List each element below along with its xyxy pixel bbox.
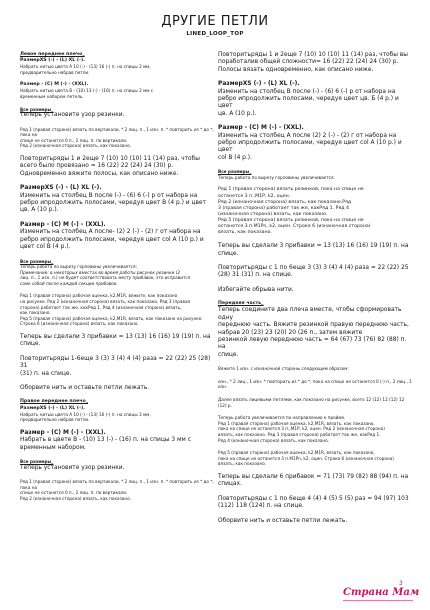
text-line: поработалив общей сложности= 16 (22) 22 (24) 24 (30) р. (218, 59, 399, 66)
text-line: Теперь установите узор резинки. (20, 112, 125, 119)
text-line: спице. (20, 341, 41, 348)
page-number: 3 (399, 580, 403, 587)
text-line: Повторитьряды 1 и 2еще 7 (10) 10 (10) 11 (14) раз, чтобы (20, 156, 200, 163)
text-line: Теперь работа по вырезу горловины увеличивается. (218, 174, 335, 180)
sub-heading: Все размеры_ (20, 258, 54, 264)
size-line: РазмерXS (-) - (L) XL (-). (218, 81, 300, 88)
text-line: останется 3 п.,M1P, k2, оцен. (218, 193, 291, 199)
text-line: переднюю часть. Вяжите резинкой правую переднюю часть, (218, 322, 409, 329)
text-line: временным набором петель. (20, 94, 84, 100)
text-line: набрав 20 (23) 23 (20) 20 (26 п., затем вяжите (218, 329, 363, 336)
text-line: как показано. (20, 310, 51, 316)
text-line: Строка 6 (изнаночная сторона) вязать, как показано. (20, 321, 139, 327)
sub-heading: Все размеры_ (20, 106, 54, 112)
section-heading: Передняя часть_ (218, 301, 264, 307)
text-line: ребро ипродолжить полосами, чередуя цвет col А (10 р.) и цвет (218, 140, 402, 154)
text-line: Избегайте обрыва нити. (218, 286, 294, 293)
size-line: РазмерXS (-) - (L) XL (-). (20, 58, 85, 64)
text-line: 3 (правая сторона) работает так же, какРяд 1. Ряд 4 (218, 205, 349, 211)
text-line: Теперь соедините два плеча вместе, чтобы сформировать одну (218, 307, 402, 321)
text-line: предварительно набрав петли. (20, 417, 90, 423)
text-line: Теперь установите узор резинки. (20, 464, 125, 471)
text-line: Ряд 5 (правая сторона) рабочая оценка, k2,M1R, вязать, как показано на рисунке. (20, 315, 203, 321)
text-line: спице не останется 0 п., 2 лиц. п. по вертикали. (20, 490, 128, 496)
text-line: (изнаночная сторона) вязать, как показано. (218, 211, 328, 217)
text-line: col В (4 р.). (218, 154, 252, 161)
size-line: Размер - (С) М (-) - (XXL). (20, 429, 106, 436)
text-line: пока на спице не останется 3 п.M1Pn, k2, оцен. Строка 6 (изнаночная сторона) (218, 455, 394, 461)
text-line: ребро ипродолжить полосами, чередуя цвет цв. Б (4 р.) и цвет (218, 96, 399, 110)
text-line: (31) п. на спице. (20, 370, 72, 377)
size-line: РазмерXS (-) - (L) XL (-). (20, 405, 85, 411)
text-line: спице. (218, 351, 239, 358)
text-line: Ряд 2 (изнаночная сторона) вязать, как показано. (20, 495, 131, 501)
text-line: Ряд 5 (правая сторона) рабочая оценка, k2,M1R, вязать, как показано, (218, 450, 375, 456)
text-line: Набрать в цвете В - (10) 13 (-) - (16) п. на спицы 3 мм с (20, 437, 191, 444)
text-line: сторона) работает так же, какРяд 1. Ряд 4 (изнаночная сторона) вязать, (20, 304, 182, 310)
text-line: Полосы вязать одновременно, как описано ниже. (218, 66, 374, 73)
text-line: Изменить на столбец А после (2) 2 (-) - (2) г от набора на (218, 132, 397, 139)
text-line: Оборвите нить и оставьте петли лежать. (218, 517, 348, 524)
text-line: временным набором. (20, 444, 86, 451)
text-line: всего было провязано = 16 (22) 22 (24) 24 (30) р. (20, 163, 174, 170)
text-line: цв. А (10 р.). (20, 207, 59, 214)
text-line: резинкой левую переднюю часть = 64 (67) 73 (76) 82 (88) п. на (218, 336, 407, 351)
text-line: Теперь работа увеличивается по направлению к пройме. (218, 415, 346, 421)
watermark-underline (343, 600, 413, 601)
text-line: Повторитьряды с 1 по 6еще 3 (3) 3 (4) 4 (4) раза = 22 (22) 25 (218, 265, 409, 272)
section-heading: Левое переднее плечо_ (20, 52, 85, 57)
size-line: Размер - (С) М (-) - (XXL). (20, 221, 106, 228)
size-line: Размер - (С) М (-) - (XXL). (218, 125, 304, 132)
text-line: Ряд 1 (правая сторона) вязать по вертикали, * 2 лиц. п., 1 изн. п. * повторить из * до *, пока на (20, 479, 214, 490)
text-line: останется 3 п.M1Pn, k2, оцен. Строка 6 (изнаночная сторона) (218, 224, 371, 230)
text-line: спице. (218, 250, 239, 257)
text-line: Ряд 1 (правая сторона) рабочая оценка, k2,M1R, вяжите, как показано (20, 293, 178, 299)
text-line: предварительно набрав петли. (20, 69, 90, 75)
text-line: Теперь работа по вырезу горловины увеличивается: (20, 264, 137, 270)
sub-heading: Все размеры_ (218, 169, 252, 175)
text-line: Теперь вы сделали 3 прибавки = 13 (13) 16 (16) 19 (19) п. на (20, 334, 211, 341)
right-column (218, 52, 414, 532)
text-line: на рисунке. Ряд 2 (изнаночная сторона) вязать, как показано. Ряд 3 (правая (20, 299, 191, 305)
text-line: Ряд 4 (изнаночная сторона) вязать, как показано. (218, 437, 329, 443)
sub-heading: Все размеры_ (20, 459, 54, 465)
text-line: Одновременно вяжите полосы, как описано ниже. (20, 170, 179, 177)
text-line: Изменить на столбец В после (-) - (6) 6 (-) р от набора на (218, 88, 396, 95)
text-line: Набрать нитью цвета А 10 (-) - (13) 16 (-) п. на спицы 3 мм, (20, 64, 151, 70)
text-line: спицах. (218, 481, 242, 488)
text-line: Теперь вы сделали 3 прибавки = 13 (13) 16 (16) 19 (19) п. на (218, 243, 409, 250)
text-line: Ряд 1 (правая сторона) рабочая оценка, k2,M1R, вязать, как показано, (218, 420, 375, 426)
text-line: пока на спице не останется 3 п.,M1P, k2, оцен. Ряд 2 (изнаночная сторона) (218, 426, 385, 432)
text-line: цвет col В (4 р.). (20, 244, 71, 251)
text-line: Ряд 2 (изнаночная сторона) вязать, как показано.Ряд (218, 199, 352, 205)
text-line: Набрать нитью цвета В - (10) 13 (-) - (16) п. на спицы 3 мм с (20, 88, 153, 94)
text-line: Повторитьряды с 1 по 6еще 4 (4) 4 (5) 5 (5) раз = 94 (97) 103 (218, 495, 409, 502)
note-line: само собой после каждой секции прибавок. (20, 280, 118, 286)
text-line: вязать, как показано. (218, 461, 267, 467)
text-line: ребро ипродолжить полосами, чередуя цвет col А (10 р.) и (20, 236, 204, 243)
text-line: Ряд 1 (правая сторона) вязать по вертикали, * 2 лиц. п., 1 изн. п. * повторить из * до *, пока на (20, 126, 214, 138)
note-line: лиц. п., 1 изн. п.) не будет соответствовать месту прибавок, это исправится (20, 275, 191, 281)
section-heading: Правое переднее плечо_ (20, 399, 89, 405)
text-line: Ряд 2 (изнаночная сторона) вязать, как показано. (20, 143, 131, 149)
page-subtitle: LINED_LOOP_TOP (186, 31, 244, 37)
text-line: (28) 31 (31) п. на спице. (218, 272, 293, 279)
size-line: Размер - (С) М (-) - (XXL). (20, 82, 89, 88)
text-line: вязать, как показано. Ряд 3 (правая сторона) работает так же, какРяд 1. (218, 431, 381, 437)
text-line: Вяжите 1 изн. с изнаночной стороны следующим образом: (218, 366, 349, 372)
text-line: ребро ипродолжить полосами, чередуя цвет В (4 р.) и цвет (20, 200, 206, 207)
page-title: ДРУГИЕ ПЕТЛИ (161, 14, 269, 29)
size-line: РазмерXS (-) - (L) XL (-). (20, 185, 102, 192)
text-line: Повторитьряды 1 и 2еще 7 (10) 10 (10) 11 (14) раз, чтобы вы (218, 52, 408, 58)
text-line: Оборвите нить и оставьте петли лежать. (20, 385, 150, 392)
watermark-logo (339, 584, 427, 606)
text-line: вязать, как показано. (218, 230, 272, 236)
text-line: Ряд 1 (правая сторона) вязать резинкой, пока на спице не (218, 187, 364, 193)
text-line: Набрать нитью цвета А 10 (-) - (13) 16 (-) п. на спицы 3 мм, (20, 411, 151, 417)
text-line: Повторитьряды 1-6еще 3 (3) 3 (4) 4 (4) раза = 22 (22) 25 (28) 31 (20, 355, 211, 370)
text-line: цв. А (10 р.). (218, 110, 257, 117)
text-line: Далее вязать лицевыми петлями, как показано на рисунке, всего 12 (12) 12 (12) 12 (12) р. (218, 396, 405, 408)
note-line: Примечание: в некоторых вместах во время работы рисунок резинки (2 (20, 269, 181, 275)
text-line: спице не останется 0 п., 2 лиц. п. по вертикали. (20, 137, 128, 143)
text-line: Теперь вы сделали 6 прибавок = 71 (73) 79 (82) 88 (94) п. на (218, 473, 409, 480)
text-line: (112) 118 (124) п. на спице. (218, 503, 304, 510)
text-line: изн., * 2 лиц., 1 изн. * повторить из * до *, пока на спице не останется 0 (-) п., 2 лиц., 1 изн. (218, 378, 412, 390)
watermark-text: Страна Мам (343, 587, 420, 598)
left-column (20, 52, 216, 508)
text-line: Ряд 5 (правая сторона) вязать резинкой, пока на спице не (218, 217, 364, 223)
text-line: Изменить на столбец А после- (2) 2 (-) - (2) г от набора на (20, 229, 201, 236)
text-line: Изменить на столбец В после (-) - (6) 6 (-) р от набора на (20, 192, 198, 199)
